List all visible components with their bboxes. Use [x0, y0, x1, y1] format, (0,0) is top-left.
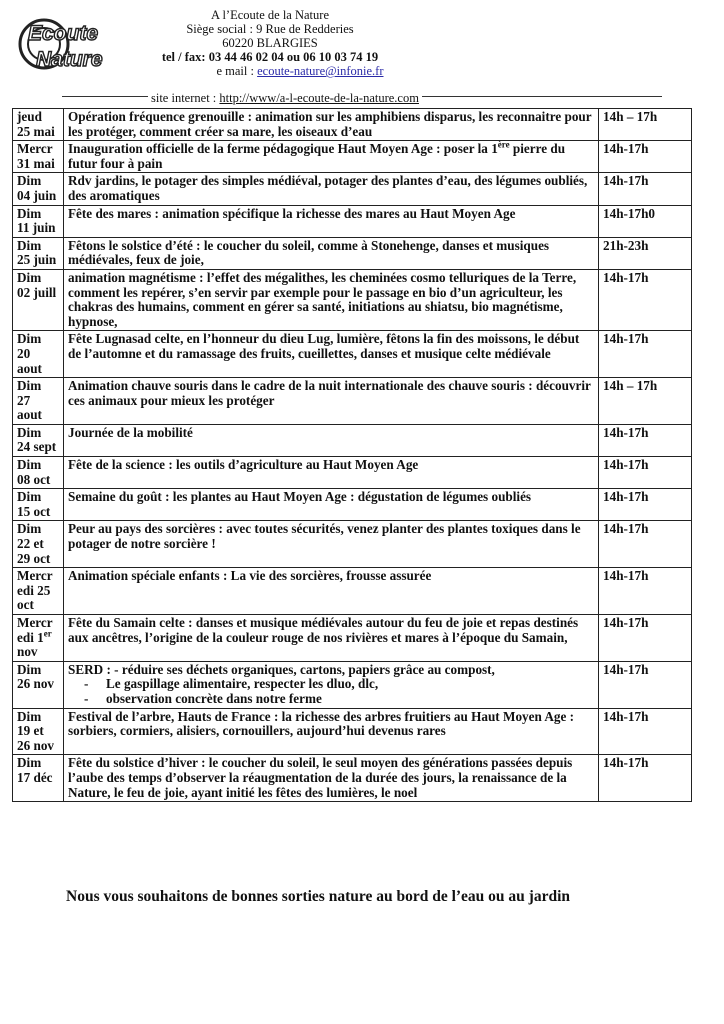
- event-time: 14h-17h: [599, 521, 692, 568]
- table-row: [13, 708, 692, 755]
- event-time: 14h-17h: [599, 755, 692, 802]
- event-description: [64, 205, 599, 237]
- description-text: Fête du Samain celte : danses et musique médiévales autour du feu de joie et repas destinés aux ancêtres, l’origine de la couleur rouge de nos rivières et mares à l’époque du Samain,: [68, 615, 579, 645]
- table-row: [13, 755, 692, 802]
- date-line: 29 oct: [17, 550, 51, 566]
- event-date: [13, 708, 64, 755]
- table-row: [13, 568, 692, 615]
- event-time: 14h-17h: [599, 615, 692, 662]
- event-description: [64, 708, 599, 755]
- date-line: 22 et: [17, 536, 44, 552]
- event-description: [64, 755, 599, 802]
- event-description: [64, 331, 599, 378]
- description-text: Fêtons le solstice d’été : le coucher du soleil, comme à Stonehenge, danses et musiques médiévales, feux de joie,: [68, 237, 550, 268]
- event-description: [64, 237, 599, 269]
- closing-message: Nous vous souhaitons de bonnes sorties nature au bord de l’eau ou au jardin: [66, 888, 570, 905]
- logo-graphic: [10, 10, 130, 78]
- date-line: Dim: [17, 205, 42, 221]
- description-text: pierre du futur four à pain: [68, 141, 566, 171]
- event-date: [13, 173, 64, 205]
- description-text: Animation chauve souris dans le cadre de la nuit internationale des chauve souris : découvrir ces animaux pour mieux les protéger: [68, 378, 591, 408]
- description-text: Fête de la science : les outils d’agriculture au Haut Moyen Age: [68, 457, 419, 473]
- event-time: 14h-17h: [599, 141, 692, 173]
- description-text: animation magnétisme : l’effet des mégalithes, les cheminées cosmo telluriques de la Terre, comment les repérer, s’en servir par exemple pour le passage en bio d’un agriculteur, les chakras des humains, comment en gérer sa santé, initiations au shiatsu, bio magnétisme, hypnose,: [68, 269, 577, 329]
- event-date: [13, 568, 64, 615]
- event-description: [64, 141, 599, 173]
- date-line: edi 25: [17, 582, 51, 598]
- event-description: [64, 173, 599, 205]
- date-line: 02 juill: [17, 284, 57, 300]
- description-text: Inauguration officielle de la ferme pédagogique Haut Moyen Age : poser la 1: [68, 141, 498, 157]
- table-row: [13, 378, 692, 425]
- org-email-row: [120, 64, 420, 78]
- table-row: [13, 205, 692, 237]
- table-row: [13, 109, 692, 141]
- table-row: [13, 489, 692, 521]
- event-date: [13, 205, 64, 237]
- table-row: [13, 173, 692, 205]
- event-date: [13, 424, 64, 456]
- event-description: [64, 615, 599, 662]
- date-line: 24 sept: [17, 439, 57, 455]
- event-description: [64, 424, 599, 456]
- table-row: [13, 521, 692, 568]
- site-label: site internet :: [151, 91, 220, 105]
- date-line: aout: [17, 360, 42, 376]
- date-line: Mercr: [17, 141, 53, 157]
- table-row: [13, 615, 692, 662]
- date-line: 26 nov: [17, 676, 55, 692]
- date-line: Dim: [17, 489, 42, 505]
- date-line: 25 juin: [17, 252, 57, 268]
- event-date: [13, 331, 64, 378]
- event-date: [13, 378, 64, 425]
- event-description: [64, 109, 599, 141]
- description-text: Peur au pays des sorcières : avec toutes sécurités, venez planter des plantes toxiques dans le potager de notre sorcière !: [68, 521, 581, 552]
- date-line: 08 oct: [17, 471, 51, 487]
- bullet-list: [68, 677, 594, 706]
- description-superscript: ère: [497, 139, 510, 150]
- event-date: [13, 489, 64, 521]
- email-label: e mail :: [216, 64, 258, 78]
- date-line: Dim: [17, 237, 42, 253]
- table-row: [13, 141, 692, 173]
- date-line: Dim: [17, 424, 42, 440]
- event-date: [13, 615, 64, 662]
- event-time: 14h-17h: [599, 661, 692, 708]
- date-line: oct: [17, 597, 34, 613]
- date-line: 26 nov: [17, 737, 55, 753]
- org-phone: tel / fax: 03 44 46 02 04 ou 06 10 03 74 19: [161, 50, 379, 64]
- date-line: Dim: [17, 708, 42, 724]
- date-line: Dim: [17, 173, 42, 189]
- date-line: nov: [17, 644, 38, 660]
- event-time: 14h – 17h: [599, 378, 692, 425]
- organization-header: [120, 8, 420, 78]
- date-line: Dim: [17, 521, 42, 537]
- org-address: Siège social : 9 Rue de Redderies: [186, 22, 354, 36]
- date-line: 31 mai: [17, 155, 55, 171]
- date-line: 17 déc: [17, 769, 53, 785]
- description-text: Fête du solstice d’hiver : le coucher du soleil, le seul moyen des générations passées depuis l’aube des temps d’observer la réaugmentation de la durée des jours, la renaissance de la Nature, le feu de joie, ayant initié les fêtes des lumières, le noel: [68, 755, 573, 800]
- table-row: [13, 269, 692, 330]
- event-time: 14h-17h: [599, 269, 692, 330]
- event-description: [64, 661, 599, 708]
- logo-text-bottom: Nature: [36, 48, 103, 71]
- org-city: 60220 BLARGIES: [222, 36, 318, 50]
- description-text: Festival de l’arbre, Hauts de France : la richesse des arbres fruitiers au Haut Moyen Age : sorbiers, cormiers, alisiers, cornouillers, aujourd’hui devenus rares: [68, 708, 575, 739]
- table-row: [13, 424, 692, 456]
- date-line: [17, 628, 59, 646]
- description-text: SERD : - réduire ses déchets organiques, cartons, papiers grâce au compost,: [68, 661, 495, 677]
- date-line: Dim: [17, 457, 42, 473]
- event-date: [13, 237, 64, 269]
- org-name: A l’Ecoute de la Nature: [210, 8, 329, 22]
- date-superscript: er: [43, 628, 52, 639]
- event-date: [13, 755, 64, 802]
- description-text: Rdv jardins, le potager des simples médiéval, potager des plantes d’eau, des légumes oubliés, des aromatiques: [68, 173, 588, 203]
- date-line: 04 juin: [17, 187, 57, 203]
- date-line: Dim: [17, 755, 42, 771]
- table-row: [13, 331, 692, 378]
- date-line: 25 mai: [17, 123, 55, 139]
- event-time: 14h-17h: [599, 568, 692, 615]
- event-date: [13, 141, 64, 173]
- description-text: Semaine du goût : les plantes au Haut Moyen Age : dégustation de légumes oubliés: [68, 489, 532, 505]
- bullet-item: - observation concrète dans notre ferme: [106, 692, 594, 707]
- event-time: 14h-17h: [599, 708, 692, 755]
- logo-text-top: Ecoute: [28, 22, 99, 45]
- description-text: Journée de la mobilité: [68, 424, 193, 440]
- date-line: Dim: [17, 378, 42, 394]
- description-text: Fête Lugnasad celte, en l’honneur du dieu Lug, lumière, fêtons la fin des moissons, le début de l’automne et du ramassage des fruits, cueillettes, danses et musique celte médiévale: [68, 331, 580, 361]
- date-line: Dim: [17, 331, 42, 347]
- event-description: [64, 378, 599, 425]
- website-row: [148, 91, 422, 106]
- event-time: 21h-23h: [599, 237, 692, 269]
- event-description: [64, 269, 599, 330]
- date-line: jeud: [17, 109, 42, 124]
- date-text: edi 1: [17, 629, 44, 645]
- date-line: 27: [17, 392, 31, 408]
- site-url[interactable]: http://www/a-l-ecoute-de-la-nature.com: [219, 91, 419, 105]
- schedule-table: [12, 108, 692, 802]
- event-time: 14h-17h0: [599, 205, 692, 237]
- table-row: [13, 457, 692, 489]
- event-time: 14h-17h: [599, 173, 692, 205]
- event-time: 14h-17h: [599, 457, 692, 489]
- event-date: [13, 269, 64, 330]
- date-line: Dim: [17, 269, 42, 285]
- event-description: [64, 489, 599, 521]
- date-line: 15 oct: [17, 503, 51, 519]
- bullet-item: - Le gaspillage alimentaire, respecter les dluo, dlc,: [106, 677, 594, 692]
- event-description: [64, 568, 599, 615]
- date-line: Dim: [17, 661, 42, 677]
- date-line: Mercr: [17, 568, 53, 584]
- date-line: 19 et: [17, 723, 44, 739]
- table-row: [13, 661, 692, 708]
- description-text: Fête des mares : animation spécifique la richesse des mares au Haut Moyen Age: [68, 205, 516, 221]
- event-description: [64, 521, 599, 568]
- table-row: [13, 237, 692, 269]
- event-time: 14h-17h: [599, 489, 692, 521]
- event-date: [13, 521, 64, 568]
- date-line: 20: [17, 345, 31, 361]
- event-time: 14h-17h: [599, 331, 692, 378]
- date-line: aout: [17, 407, 42, 423]
- event-date: [13, 661, 64, 708]
- description-text: Animation spéciale enfants : La vie des sorcières, frousse assurée: [68, 568, 432, 584]
- event-time: 14h – 17h: [599, 109, 692, 141]
- event-description: [64, 457, 599, 489]
- logo: [10, 10, 130, 78]
- date-line: 11 juin: [17, 220, 56, 236]
- event-date: [13, 457, 64, 489]
- event-date: [13, 109, 64, 141]
- event-time: 14h-17h: [599, 424, 692, 456]
- description-text: Opération fréquence grenouille : animation sur les amphibiens disparus, les reconnaitre pour les protéger, comment créer sa mare, les oiseaux d’eau: [68, 109, 592, 139]
- date-line: Mercr: [17, 615, 53, 630]
- email-link[interactable]: ecoute-nature@infonie.fr: [257, 64, 384, 78]
